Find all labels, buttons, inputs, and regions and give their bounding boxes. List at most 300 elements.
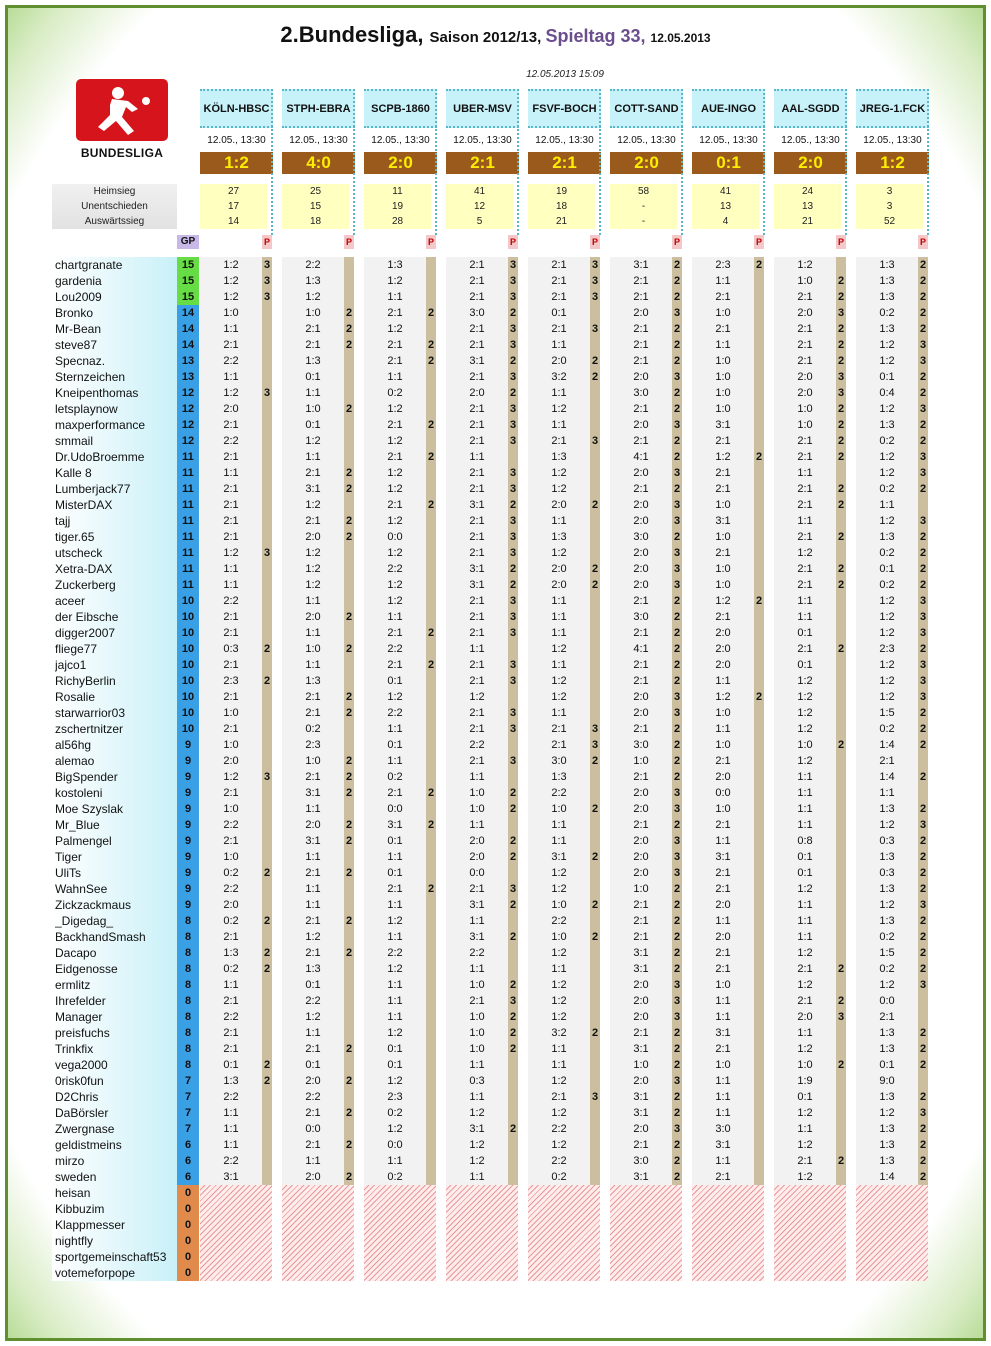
- player-points-total: 0: [177, 1265, 199, 1281]
- player-tip: 2:1: [715, 467, 731, 479]
- player-tip: 2:3: [387, 1091, 403, 1103]
- tip-points: 2: [509, 499, 517, 511]
- tip-points: 2: [919, 1027, 927, 1039]
- tip-points: 3: [591, 739, 599, 751]
- player-tip: 1:0: [715, 403, 731, 415]
- player-points-total: 6: [177, 1169, 199, 1185]
- player-tip: 0:2: [223, 867, 239, 879]
- player-tip: 1:2: [387, 1123, 403, 1135]
- player-tip: 2:0: [305, 1171, 321, 1183]
- player-tip: 2:0: [633, 499, 649, 511]
- tip-points: 2: [837, 483, 845, 495]
- tip-points: 2: [263, 915, 271, 927]
- player-tip: 2:1: [715, 483, 731, 495]
- tip-points: 3: [673, 547, 681, 559]
- player-tip: 1:0: [715, 371, 731, 383]
- tip-points: 3: [673, 787, 681, 799]
- header-connector: [517, 89, 519, 235]
- tip-points: 2: [919, 1171, 927, 1183]
- player-tip: 2:0: [223, 899, 239, 911]
- player-tip: 2:2: [305, 1091, 321, 1103]
- tip-points: 2: [919, 947, 927, 959]
- player-tip: 1:1: [305, 387, 321, 399]
- tip-points: 2: [919, 915, 927, 927]
- player-tip: 1:2: [305, 563, 321, 575]
- tip-points: 2: [919, 1059, 927, 1071]
- tip-points: 3: [673, 803, 681, 815]
- player-tip: 2:2: [223, 883, 239, 895]
- player-tip: 3:1: [223, 1171, 239, 1183]
- player-tip: 1:1: [469, 771, 485, 783]
- stat-value: 13: [801, 201, 814, 212]
- player-tip: 1:2: [797, 259, 813, 271]
- matchday-label: Spieltag 33: [545, 26, 641, 46]
- stat-value: 18: [309, 216, 322, 227]
- page-title: 2.Bundesliga, Saison 2012/13, Spieltag 33, 12.05.2013: [280, 22, 711, 47]
- tip-points: 2: [673, 819, 681, 831]
- tip-points: 2: [591, 755, 599, 767]
- header-connector: [681, 89, 683, 235]
- empty-hatch: [282, 1185, 354, 1281]
- match-result: 2:1: [446, 152, 519, 174]
- tip-points: 3: [673, 499, 681, 511]
- player-tip: 1:1: [551, 835, 567, 847]
- stat-value: 27: [227, 186, 240, 197]
- player-tip: 2:2: [551, 1123, 567, 1135]
- player-tip: 1:1: [223, 579, 239, 591]
- empty-hatch: [364, 1185, 436, 1281]
- tip-points: 2: [509, 851, 517, 863]
- tip-points: 2: [509, 307, 517, 319]
- player-tip: 1:2: [879, 403, 895, 415]
- player-tip: 2:1: [797, 531, 813, 543]
- tip-points: 2: [837, 531, 845, 543]
- tip-points: 3: [509, 339, 517, 351]
- player-tip: 1:1: [797, 771, 813, 783]
- stat-value: 52: [883, 216, 896, 227]
- player-tip: 2:0: [715, 931, 731, 943]
- player-tip: 1:1: [305, 883, 321, 895]
- tip-points: 2: [509, 387, 517, 399]
- player-tip: 3:1: [633, 1091, 649, 1103]
- player-name: D2Chris: [55, 1090, 99, 1104]
- player-tip: 2:0: [551, 563, 567, 575]
- player-tip: 2:1: [469, 611, 485, 623]
- player-name: Trinkfix: [55, 1042, 94, 1056]
- player-tip: 2:1: [715, 291, 731, 303]
- player-tip: 2:1: [223, 339, 239, 351]
- player-tip: 2:1: [305, 1139, 321, 1151]
- stat-value: 17: [227, 201, 240, 212]
- tip-points: 2: [345, 1171, 353, 1183]
- tip-points: 3: [509, 259, 517, 271]
- player-tip: 2:1: [469, 323, 485, 335]
- player-tip: 3:1: [469, 499, 485, 511]
- player-tip: 1:4: [879, 739, 895, 751]
- player-tip: 1:1: [715, 915, 731, 927]
- tip-points: 2: [919, 643, 927, 655]
- player-name: _Digedag_: [55, 914, 114, 928]
- player-tip: 1:0: [223, 707, 239, 719]
- match-result: 0:1: [692, 152, 765, 174]
- tip-points: 3: [919, 595, 927, 607]
- player-tip: 2:1: [223, 659, 239, 671]
- match-code: AUE-INGO: [692, 89, 765, 128]
- player-tip: 0:2: [879, 579, 895, 591]
- player-tip: 0:1: [387, 867, 403, 879]
- update-timestamp: 12.05.2013 15:09: [526, 69, 604, 80]
- player-tip: 0:2: [879, 723, 895, 735]
- tip-points: 2: [673, 915, 681, 927]
- player-tip: 1:3: [551, 771, 567, 783]
- tip-points: 2: [673, 675, 681, 687]
- player-tip: 2:1: [387, 451, 403, 463]
- tip-points: 3: [919, 659, 927, 671]
- player-points-total: 11: [177, 497, 199, 513]
- tip-points: 3: [673, 467, 681, 479]
- player-tip: 1:2: [551, 979, 567, 991]
- player-points-total: 6: [177, 1153, 199, 1169]
- tip-points: 2: [673, 483, 681, 495]
- player-tip: 1:1: [305, 899, 321, 911]
- player-tip: 2:0: [633, 707, 649, 719]
- player-tip: 1:1: [797, 611, 813, 623]
- player-tip: 4:1: [633, 451, 649, 463]
- tip-points: 2: [345, 787, 353, 799]
- match-column: [446, 89, 519, 174]
- player-name: Dr.UdoBroemme: [55, 450, 145, 464]
- player-points-total: 8: [177, 913, 199, 929]
- points-header: P: [673, 237, 680, 247]
- player-points-total: 11: [177, 577, 199, 593]
- player-tip: 1:1: [305, 851, 321, 863]
- player-tip: 3:0: [715, 1123, 731, 1135]
- player-tip: 1:5: [879, 947, 895, 959]
- player-tip: 1:1: [387, 1155, 403, 1167]
- player-tip: 2:1: [469, 339, 485, 351]
- stat-value: 13: [719, 201, 732, 212]
- player-name: Bronko: [55, 306, 94, 320]
- tip-points: 3: [919, 355, 927, 367]
- tip-points: 2: [673, 947, 681, 959]
- player-tip: 2:2: [223, 435, 239, 447]
- player-tip: 2:1: [223, 611, 239, 623]
- player-tip: 1:1: [551, 595, 567, 607]
- player-tip: 3:1: [469, 563, 485, 575]
- tip-points: 3: [509, 723, 517, 735]
- stat-value: 21: [555, 216, 568, 227]
- tip-points: 2: [673, 339, 681, 351]
- player-tip: 3:1: [305, 835, 321, 847]
- player-tip: 1:4: [879, 771, 895, 783]
- player-tip: 2:1: [469, 659, 485, 671]
- player-name: letsplaynow: [55, 402, 118, 416]
- player-tip: 1:1: [223, 563, 239, 575]
- player-tip: 1:2: [387, 515, 403, 527]
- header-connector: [271, 89, 273, 235]
- player-tip: 2:0: [633, 835, 649, 847]
- player-tip: 1:1: [305, 1155, 321, 1167]
- player-tip: 2:1: [223, 835, 239, 847]
- stat-value: 19: [391, 201, 404, 212]
- player-points-total: 7: [177, 1105, 199, 1121]
- player-tip: 1:2: [797, 883, 813, 895]
- player-tip: 1:2: [797, 707, 813, 719]
- tip-points: 3: [509, 707, 517, 719]
- player-tip: 1:1: [387, 755, 403, 767]
- player-tip: 1:1: [715, 1075, 731, 1087]
- tip-points: 2: [673, 899, 681, 911]
- tip-points: 2: [427, 883, 435, 895]
- stat-value: 18: [555, 201, 568, 212]
- player-tip: 3:1: [633, 259, 649, 271]
- match-result: 2:0: [774, 152, 847, 174]
- player-tip: 1:0: [797, 419, 813, 431]
- player-points-total: 8: [177, 1009, 199, 1025]
- player-tip: 3:1: [551, 851, 567, 863]
- tip-points: 2: [837, 579, 845, 591]
- player-tip: 3:1: [305, 483, 321, 495]
- player-tip: 1:3: [879, 1139, 895, 1151]
- player-tip: 1:1: [551, 387, 567, 399]
- player-tip: 2:1: [633, 627, 649, 639]
- player-tip: 3:0: [633, 611, 649, 623]
- player-tip: 1:0: [715, 1059, 731, 1071]
- tip-points: 2: [345, 947, 353, 959]
- tip-points: 2: [755, 451, 763, 463]
- player-tip: 2:1: [305, 771, 321, 783]
- player-tip: 0:0: [305, 1123, 321, 1135]
- player-name: ermlitz: [55, 978, 91, 992]
- tip-points: 3: [509, 467, 517, 479]
- player-tip: 3:1: [469, 1123, 485, 1135]
- player-points-total: 10: [177, 721, 199, 737]
- player-tip: 1:0: [223, 851, 239, 863]
- player-points-total: 9: [177, 801, 199, 817]
- player-tip: 2:1: [305, 867, 321, 879]
- player-name: Moe Szyslak: [55, 802, 124, 816]
- player-name: Kneipenthomas: [55, 386, 139, 400]
- player-points-total: 10: [177, 689, 199, 705]
- player-tip: 1:1: [387, 851, 403, 863]
- tip-points: 3: [919, 467, 927, 479]
- match-result: 2:1: [528, 152, 601, 174]
- player-tip: 1:2: [879, 691, 895, 703]
- player-tip: 1:2: [223, 291, 239, 303]
- tip-points: 2: [673, 275, 681, 287]
- tip-points: 2: [673, 291, 681, 303]
- player-tip: 1:1: [469, 915, 485, 927]
- player-tip: 2:1: [469, 259, 485, 271]
- player-tip: 2:0: [551, 355, 567, 367]
- player-tip: 1:2: [551, 547, 567, 559]
- stat-label-draw: Unentschieden: [81, 201, 148, 212]
- player-tip: 2:0: [797, 387, 813, 399]
- player-tip: 1:1: [551, 1043, 567, 1055]
- player-tip: 3:0: [633, 531, 649, 543]
- tip-points: 3: [919, 1107, 927, 1119]
- player-tip: 0:1: [797, 1091, 813, 1103]
- player-name: votemeforpope: [55, 1266, 136, 1280]
- tip-points: 2: [427, 419, 435, 431]
- player-tip: 2:1: [797, 643, 813, 655]
- player-name: utscheck: [55, 546, 103, 560]
- player-tip: 1:1: [879, 499, 895, 511]
- player-tip: 1:0: [633, 883, 649, 895]
- player-tip: 2:0: [305, 531, 321, 543]
- player-tip: 1:0: [551, 803, 567, 815]
- tip-points: 2: [673, 627, 681, 639]
- match-code: FSVF-BOCH: [528, 89, 601, 128]
- player-tip: 1:1: [797, 803, 813, 815]
- tip-points: 3: [673, 995, 681, 1007]
- tip-points: 3: [673, 835, 681, 847]
- tip-points: 2: [837, 355, 845, 367]
- player-points-total: 11: [177, 465, 199, 481]
- tip-points: 2: [837, 275, 845, 287]
- player-points-total: 11: [177, 545, 199, 561]
- tip-points: 3: [509, 611, 517, 623]
- player-name: UliTs: [55, 866, 81, 880]
- player-tip: 2:2: [469, 739, 485, 751]
- player-tip: 3:0: [551, 755, 567, 767]
- empty-hatch: [200, 1185, 272, 1281]
- player-tip: 1:2: [387, 691, 403, 703]
- tip-points: 3: [591, 1091, 599, 1103]
- player-tip: 2:1: [879, 1011, 895, 1023]
- match-code: COTT-SAND: [610, 89, 683, 128]
- stat-value: 14: [227, 216, 240, 227]
- player-tip: 1:2: [387, 403, 403, 415]
- player-tip: 3:1: [633, 963, 649, 975]
- tip-points: 3: [919, 451, 927, 463]
- player-tip: 2:2: [223, 595, 239, 607]
- tip-points: 2: [345, 1043, 353, 1055]
- player-tip: 0:2: [879, 547, 895, 559]
- player-tip: 1:2: [469, 1155, 485, 1167]
- player-tip: 1:2: [551, 867, 567, 879]
- player-tip: 3:1: [715, 419, 731, 431]
- player-tip: 0:0: [387, 803, 403, 815]
- tip-points: 2: [509, 931, 517, 943]
- player-tip: 0:2: [879, 307, 895, 319]
- tip-points: 3: [673, 1011, 681, 1023]
- player-tip: 2:1: [633, 291, 649, 303]
- player-tip: 2:0: [715, 899, 731, 911]
- player-name: WahnSee: [55, 882, 108, 896]
- player-name: nightfly: [55, 1234, 94, 1248]
- player-tip: 2:1: [633, 819, 649, 831]
- tip-points: 2: [837, 963, 845, 975]
- tip-points: 3: [509, 403, 517, 415]
- player-tip: 1:2: [551, 675, 567, 687]
- player-tip: 2:1: [469, 483, 485, 495]
- tip-points: 2: [263, 1059, 271, 1071]
- player-tip: 1:1: [715, 275, 731, 287]
- player-tip: 1:0: [715, 355, 731, 367]
- tip-points: 2: [919, 931, 927, 943]
- player-points-total: 15: [177, 273, 199, 289]
- player-tip: 2:0: [633, 995, 649, 1007]
- player-tip: 2:1: [223, 691, 239, 703]
- player-tip: 2:0: [715, 643, 731, 655]
- player-tip: 3:1: [715, 515, 731, 527]
- player-tip: 1:1: [223, 1139, 239, 1151]
- tip-points: 2: [837, 451, 845, 463]
- tip-points: 2: [919, 1091, 927, 1103]
- player-tip: 1:2: [223, 275, 239, 287]
- player-tip: 1:3: [305, 675, 321, 687]
- player-tip: 1:0: [469, 979, 485, 991]
- player-tip: 1:2: [551, 403, 567, 415]
- player-tip: 2:1: [387, 339, 403, 351]
- player-tip: 1:1: [469, 643, 485, 655]
- player-name: Mr_Blue: [55, 818, 100, 832]
- tip-points: 2: [427, 451, 435, 463]
- player-tip: 2:1: [551, 723, 567, 735]
- player-tip: 1:0: [305, 755, 321, 767]
- tip-points: 2: [673, 1139, 681, 1151]
- tip-points: 2: [919, 387, 927, 399]
- tip-points: 2: [837, 1059, 845, 1071]
- tip-points: 3: [837, 307, 845, 319]
- player-tip: 2:0: [633, 515, 649, 527]
- player-tip: 1:2: [223, 547, 239, 559]
- player-tip: 1:1: [715, 675, 731, 687]
- player-tip: 1:0: [715, 707, 731, 719]
- player-tip: 2:1: [551, 323, 567, 335]
- player-tip: 1:2: [551, 1107, 567, 1119]
- header-connector: [599, 89, 601, 235]
- player-tip: 2:1: [551, 291, 567, 303]
- tip-points: 2: [591, 851, 599, 863]
- player-tip: 2:0: [633, 1011, 649, 1023]
- player-tip: 0:1: [551, 307, 567, 319]
- player-tip: 1:0: [305, 643, 321, 655]
- player-points-total: 0: [177, 1185, 199, 1201]
- player-tip: 1:2: [387, 275, 403, 287]
- empty-hatch: [528, 1185, 600, 1281]
- player-name: al56hg: [55, 738, 92, 752]
- player-tip: 0:1: [387, 1059, 403, 1071]
- player-tip: 1:2: [879, 979, 895, 991]
- player-tip: 1:2: [551, 1139, 567, 1151]
- tip-points: 3: [509, 323, 517, 335]
- player-tip: 2:1: [633, 915, 649, 927]
- player-tip: 1:2: [305, 435, 321, 447]
- player-tip: 2:0: [633, 1123, 649, 1135]
- player-tip: 2:1: [223, 419, 239, 431]
- player-points-total: 15: [177, 289, 199, 305]
- tip-points: 2: [673, 723, 681, 735]
- tip-points: 2: [919, 579, 927, 591]
- match-time: 12.05., 13:30: [453, 134, 512, 146]
- player-tip: 1:2: [387, 595, 403, 607]
- player-tip: 2:1: [797, 435, 813, 447]
- player-tip: 1:2: [797, 947, 813, 959]
- player-tip: 1:2: [387, 435, 403, 447]
- player-tip: 1:0: [715, 563, 731, 575]
- tip-points: 2: [673, 435, 681, 447]
- player-tip: 1:0: [715, 307, 731, 319]
- player-points-total: 8: [177, 929, 199, 945]
- player-tip: 1:2: [797, 755, 813, 767]
- match-stats: [774, 184, 841, 229]
- tip-points: 2: [345, 515, 353, 527]
- tip-points: 3: [509, 675, 517, 687]
- player-tip: 0:2: [551, 1171, 567, 1183]
- player-tip: 1:1: [551, 1059, 567, 1071]
